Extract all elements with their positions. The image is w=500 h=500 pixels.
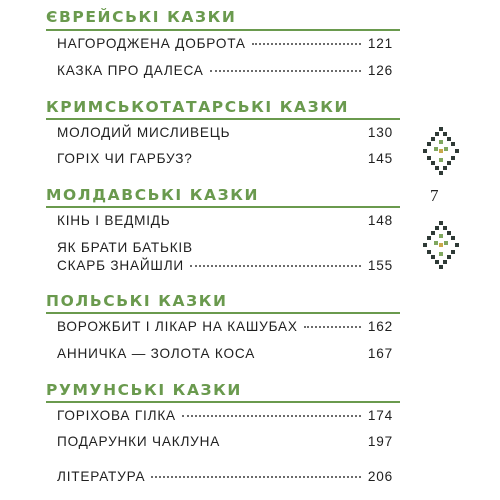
toc-entry[interactable]	[57, 36, 393, 51]
embroidery-ornament-icon	[418, 126, 464, 176]
entry-page: 121	[367, 36, 393, 51]
section-title-romanian: РУМУНСЬКІ КАЗКИ	[46, 381, 242, 399]
toc-entry[interactable]	[57, 408, 393, 423]
dot-leader	[190, 265, 361, 267]
section-title-moldovan: МОЛДАВСЬКІ КАЗКИ	[46, 186, 260, 204]
toc-entry[interactable]	[57, 346, 393, 361]
toc-entry[interactable]	[57, 63, 393, 78]
entry-page: 155	[367, 258, 393, 273]
entry-title: ЛІТЕРАТУРА	[57, 469, 146, 484]
entry-title: СКАРБ ЗНАЙШЛИ	[57, 258, 184, 273]
dot-leader	[252, 43, 361, 45]
dot-leader	[182, 415, 361, 417]
dot-leader	[304, 326, 361, 328]
section-rule	[46, 118, 400, 120]
entry-title: ВОРОЖБИТ І ЛІКАР НА КАШУБАХ	[57, 319, 298, 334]
entry-title: ГОРІХ ЧИ ГАРБУЗ?	[57, 151, 193, 166]
entry-page: 145	[367, 151, 393, 166]
section-rule	[46, 401, 400, 403]
toc-entry[interactable]	[57, 151, 393, 166]
entry-title: ПОДАРУНКИ ЧАКЛУНА	[57, 434, 221, 449]
entry-title: МОЛОДИЙ МИСЛИВЕЦЬ	[57, 125, 231, 140]
section-rule	[46, 312, 400, 314]
toc-entry[interactable]	[57, 258, 393, 273]
entry-page: 197	[367, 434, 393, 449]
entry-title: КІНЬ І ВЕДМІДЬ	[57, 213, 171, 228]
dot-leader	[151, 476, 361, 478]
page-number: 7	[430, 186, 439, 205]
toc-entry[interactable]	[57, 125, 393, 140]
entry-page: 130	[367, 125, 393, 140]
entry-title: АННИЧКА — ЗОЛОТА КОСА	[57, 346, 256, 361]
entry-page: 148	[367, 213, 393, 228]
section-title-polish: ПОЛЬСЬКІ КАЗКИ	[46, 292, 228, 310]
section-title-jewish: ЄВРЕЙСЬКІ КАЗКИ	[46, 8, 237, 26]
toc-entry[interactable]	[57, 213, 393, 228]
entry-title: НАГОРОДЖЕНА ДОБРОТА	[57, 36, 246, 51]
entry-page: 162	[367, 319, 393, 334]
entry-page: 126	[367, 63, 393, 78]
section-rule	[46, 29, 400, 31]
entry-title-line1: ЯК БРАТИ БАТЬКІВ	[57, 240, 193, 255]
entry-page: 174	[367, 408, 393, 423]
toc-entry-bibliography[interactable]	[57, 469, 393, 484]
entry-page: 167	[367, 346, 393, 361]
section-title-crimean-tatar: КРИМСЬКОТАТАРСЬКІ КАЗКИ	[46, 98, 350, 116]
toc-entry[interactable]	[57, 319, 393, 334]
entry-page: 206	[367, 469, 393, 484]
embroidery-ornament-icon	[418, 220, 464, 270]
toc-entry[interactable]	[57, 434, 393, 449]
dot-leader	[210, 70, 361, 72]
entry-title: ГОРІХОВА ГІЛКА	[57, 408, 176, 423]
entry-title: КАЗКА ПРО ДАЛЕСА	[57, 63, 204, 78]
section-rule	[46, 206, 400, 208]
